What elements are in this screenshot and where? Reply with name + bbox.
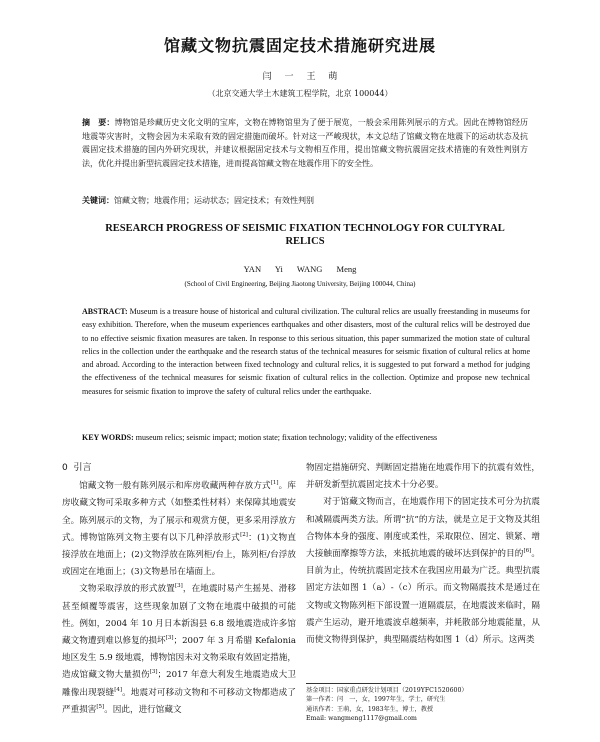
authors-en <box>0 264 600 274</box>
citation: [1] <box>270 480 279 487</box>
citation: [3] <box>165 635 174 642</box>
body-text: 。库房收藏文物可采取多种方式（如整柔性材料）来保障其地震安全。陈列展示的文物，为了展示和观赏方便，更多采用浮放方式。博物馆陈列文物主要有以下几种浮放形式 <box>62 481 296 543</box>
author-cn-4: 萌 <box>328 72 338 82</box>
keywords-en <box>82 433 530 442</box>
body-paragraph: 物固定措施研究、判断固定措施在地震作用下的抗震有效性，并研发新型抗震固定技术十分必要。 <box>306 463 540 491</box>
footnote-funding: 基金项目：国家重点研发计划项目（2019YFC1520600） <box>306 687 468 694</box>
abstract-en <box>82 305 530 398</box>
abstract-en-label: ABSTRACT: <box>82 307 128 316</box>
body-paragraph <box>62 581 296 719</box>
author-cn-2: 一 <box>284 72 294 82</box>
body-text: 馆藏文物一般有陈列展示和库房收藏两种存放方式 <box>79 481 271 492</box>
citation: [2] <box>240 531 248 538</box>
author-en-1: YAN Yi <box>243 264 283 274</box>
citation: [3] <box>149 669 158 676</box>
paper-title-cn: 馆藏文物抗震固定技术措施研究进展 <box>163 36 436 55</box>
keywords-cn-label: 关键词： <box>82 196 114 205</box>
body-text: 。目前为止，传统抗震固定技术在我国应用最为广泛。典型抗震固定方法如图 1（a）-（c）所示。而文物隔震技术是通过在文物或文物陈列柜下部设置一道隔震层，在地震波来临时，隔震产生运动，避开地震波卓越频率，并耗散部分地震能量，从而使文物得到保护，典型隔震结构如图 1（d）所示。这两类 <box>306 549 540 646</box>
author-cn-3: 王 <box>306 72 316 82</box>
keywords-cn <box>82 195 528 206</box>
body-paragraph <box>306 494 540 649</box>
body-text: 。因此，进行馆藏文 <box>104 704 182 715</box>
body-text: 对于馆藏文物而言，在地震作用下的固定技术可分为抗震和减隔震两类方法。所谓“抗”的方法，就是立足于文物及其组合物体本身的强度、刚度或柔性，采取限位、固定、锁紧、增大接触面摩擦等方法，来抵抗地震的破坏达到保护的目的 <box>306 497 540 560</box>
authors-cn <box>0 69 600 82</box>
citation: [5] <box>96 703 105 710</box>
body-text: ；2017 年意大利发生地震造成大卫雕像出现裂缝 <box>62 670 296 698</box>
section-heading <box>62 460 296 477</box>
author-cn-1: 闫 <box>262 72 272 82</box>
footnotes <box>306 686 540 723</box>
paper-title-en: RESEARCH PROGRESS OF SEISMIC FIXATION TECHNOLOGY FOR CULTYRAL RELICS <box>105 223 505 247</box>
keywords-en-label: KEY WORDS: <box>82 433 134 442</box>
section-number: 0 <box>62 463 68 473</box>
body-text: 。地震对可移动文物和不可移动文物都造成了严重损害 <box>62 687 296 715</box>
keywords-en-text: museum relics; seismic impact; motion state; fixation technology; validity of the effectiveness <box>133 433 438 442</box>
citation: [4] <box>114 686 122 693</box>
footnote-first-author: 第一作者：闫 一，女，1997年生，学士，研究生 <box>306 696 446 704</box>
citation: [6] <box>523 548 532 555</box>
affiliation-cn: （北京交通大学土木建筑工程学院，北京 100044） <box>207 89 393 98</box>
section-title: 引言 <box>73 463 92 473</box>
abstract-cn-text: 博物馆是珍藏历史文化文明的宝库，文物在博物馆里为了便于展览，一般会采用陈列展示的方式。因此在博物馆经历地震等灾害时，文物会因为未采取有效的固定措施而破坏。针对这一严峻现状，本文总结了馆藏文物在地震下的运动状态及抗震固定技术措施的国内外研究现状，并建议根据固定技术与文物相互作用，提出馆藏文物抗震固定技术措施的有效性判别方法，优化并提出新型抗震固定技术措施，进而提高馆藏文物在地震作用下的安全性。 <box>82 118 529 168</box>
body-text: ；2007 年 3 月希腊 Kefalonia 地区发生 5.9 级地震，博物馆因未对文物采取有效固定措施，造成馆藏文物大量损伤 <box>62 636 296 681</box>
footnote-email: Email: wangmeng1117@gmail.com <box>306 714 417 722</box>
body-column-right <box>306 460 540 649</box>
body-paragraph <box>62 478 296 581</box>
citation: [3] <box>174 583 183 590</box>
abstract-cn-label: 摘 要： <box>82 118 115 127</box>
body-text: 文物采取浮放的形式放置 <box>79 584 175 595</box>
footnote-divider <box>306 683 401 684</box>
affiliation-en: (School of Civil Engineering, Beijing Jiaotong University, Beijing 100044, China) <box>184 280 416 288</box>
author-en-2: WANG Meng <box>296 264 357 274</box>
abstract-en-text: Museum is a treasure house of historical and cultural civilization. The cultural relics are usually freestanding in museums for easy exhibition. Therefore, when the museum experiences earthquakes and other disasters, most of the cultural relics will be destroyed due to no effective seismic fixation measures are taken. In response to this serious situation, this paper summarized the motion state of cultural relics in the collection under the earthquake and the research status of the technical measures for seismic fixation of cultural relics at home and abroad. According to the interaction between fixed technology and cultural relics, it is suggested to put forward a method for judging the effectiveness of the technical measures for seismic fixation of cultural relics in the collection. Optimize and propose new technical measures for seismic fixation to improve the safety of cultural relics under the earthquake. <box>82 307 530 396</box>
body-column-left <box>62 460 296 719</box>
footnote-corresponding-author: 通讯作者：王萌，女，1983年生，博士，教授 <box>306 705 434 713</box>
body-text: ：(1)文物直接浮放在地面上；(2)文物浮放在陈列柜/台上，陈列柜/台浮放或固定在地面上；(3)文物悬吊在墙面上。 <box>62 532 296 578</box>
abstract-cn <box>82 116 528 170</box>
body-text: ，在地震时易产生摇晃、滑移甚至倾覆等震害，这些现象加剧了文物在地震中破损的可能性。例如，2004 年 10 月日本新潟县 6.8 级地震造成许多馆藏文物遭到难以修复的损坏 <box>62 584 296 647</box>
keywords-cn-text: 馆藏文物；地震作用；运动状态；固定技术；有效性判别 <box>114 196 314 205</box>
